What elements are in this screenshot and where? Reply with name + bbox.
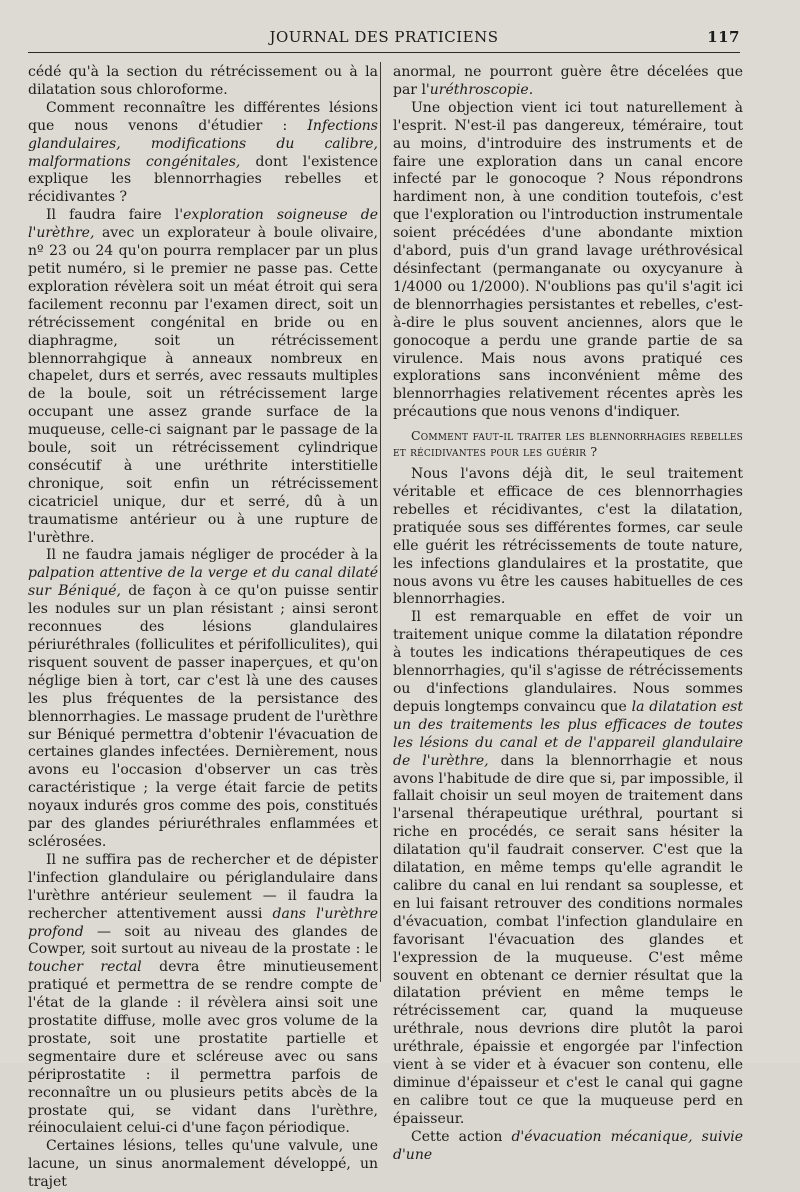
paragraph: Comment reconnaître les différentes lésions que nous venons d'étudier : Infections glandulaires, modifications du calibre, malformations congénitales, dont l'existence explique les blennorrhagies rebelles et récidivantes ? xyxy=(28,99,379,206)
left-column xyxy=(28,64,378,1192)
paragraph: Une objection vient ici tout naturellement à l'esprit. N'est-il pas dangereux, téméraire, tout au moins, d'introduire des instruments et de faire une exploration dans un canal encore infecté par le gonocoque ? Nous répondrons hardiment non, à une condition toutefois, c'est que l'exploration ou l'introduction instrumentale soient précédées d'une abondante mixtion d'abord, puis d'un grand lavage uréthrovésical désinfectant (permanganate ou oxycyanure à 1/4000 ou 1/2000). N'oublions pas qu'il s'agit ici de blennorrhagies persistantes et rebelles, c'est-à-dire le plus souvent anciennes, alors que le gonocoque a perdu une grande partie de sa virulence. Mais nous avons pratiqué ces explorations sans inconvénient même des blennorrhagies relativement récentes après les précautions que nous venons d'indiquer. xyxy=(393,99,743,421)
paragraph: Il faudra faire l'exploration soigneuse de l'urèthre, avec un explorateur à boule olivaire, nº 23 ou 24 qu'on pourra remplacer par un plus petit numéro, si le premier ne passe pas. Cette exploration révèlera soit un méat étroit qui sera facilement reconnu par l'examen direct, soit un rétrécissement congénital en bride ou en diaphragme, soit un rétrécissement blennorrahgique à anneaux nombreux en chapelet, durs et serrés, avec ressauts multiples de la boule, soit un rétrécissement large occupant une assez grande surface de la muqueuse, celle-ci saignant par le passage de la boule, soit un rétrécissement cylindrique consécutif à une uréthrite interstitielle chronique, soit enfin un rétrécissement cicatriciel unique, dur et serré, dû à un traumatisme antérieur ou à une rupture de l'urèthre. xyxy=(28,207,378,546)
right-column xyxy=(393,64,743,1164)
paragraph: Il est remarquable en effet de voir un traitement unique comme la dilatation répondre à toutes les indications thérapeutiques de ces blennorrhagies, qu'il s'agisse de rétrécissements ou d'infections glandulaires. Nous sommes depuis longtemps convaincu que la dilatation est un des traitements les plus efficaces de toutes les lésions du canal et de l'appareil glandulaire de l'urèthre, dans la blennorrhagie et nous avons l'habitude de dire que si, par impossible, il fallait choisir un seul moyen de traitement dans l'arsenal thérapeutique uréthral, pourtant si riche en procédés, ce serait sans hésiter la dilatation qu'il faudrait conserver. C'est que la dilatation, en même temps qu'elle agrandit le calibre du canal en lui rendant sa souplesse, et en lui faisant retrouver des conditions normales d'évacuation, combat l'infection glandulaire en favorisant l'évacuation des glandes et l'expression de la muqueuse. C'est même souvent en obtenant ce dernier résultat que la dilatation prévient en même temps le rétrécissement car, quand la muqueuse uréthrale, nous devrions dire plutôt la paroi uréthrale, épaissie et engorgée par l'infection vient à se vider et à évacuer son contenu, elle diminue d'épaisseur et c'est le canal qui gagne en calibre tout ce que la muqueuse perd en épaisseur. xyxy=(393,609,743,1127)
paragraph: Certaines lésions, telles qu'une valvule, une lacune, un sinus anormalement développé, un trajet xyxy=(28,1138,378,1191)
header-rule xyxy=(28,52,740,53)
paragraph: Cette action d'évacuation mécanique, suivie d'une xyxy=(393,1128,744,1163)
paragraph: cédé qu'à la section du rétrécissement ou à la dilatation sous chloroforme. xyxy=(28,64,378,98)
journal-title: JOURNAL DES PRATICIENS xyxy=(269,28,499,46)
section-heading: Comment faut-il traiter les blennorrhagies rebelles et récidivantes pour les guérir ? xyxy=(393,428,743,460)
paragraph: Il ne faudra jamais négliger de procéder à la palpation attentive de la verge et du canal dilaté sur Béniqué, de façon à ce qu'on puisse sentir les nodules sur un plan résistant ; ainsi seront reconnues des lésions glandulaires périuréthrales (folliculites et périfolliculites), qui risquent souvent de passer inaperçues, et qu'on néglige bien à tort, car c'est là une des causes les plus fréquentes de la persistance des blennorrhagies. Le massage prudent de l'urèthre sur Béniqué permettra d'obtenir l'évacuation de certaines glandes infectées. Dernièrement, nous avons eu l'occasion d'observer un cas très caractéristique ; la verge était farcie de petits noyaux indurés gros comme des pois, constitués par des glandes périuréthrales enflammées et sclérosées. xyxy=(28,547,379,850)
column-divider xyxy=(380,62,381,982)
paragraph: anormal, ne pourront guère être décelées que par l'uréthroscopie. xyxy=(393,64,743,98)
running-header xyxy=(28,26,740,50)
page-number: 117 xyxy=(707,28,740,46)
paragraph: Il ne suffira pas de rechercher et de dépister l'infection glandulaire ou périglandulaire dans l'urèthre antérieur seulement — il faudra la rechercher attentivement aussi dans l'urèthre profond — soit au niveau des glandes de Cowper, soit surtout au niveau de la prostate : le toucher rectal devra être minutieusement pratiqué et permettra de se rendre compte de l'état de la glande : il révèlera ainsi soit une prostatite diffuse, molle avec gros volume de la prostate, soit une prostatite partielle et segmentaire dure et scléreuse avec ou sans périprostatite : il permettra parfois de reconnaître un ou plusieurs petits abcès de la prostate qui, se vidant dans l'urèthre, réinoculaient celui-ci d'une façon périodique. xyxy=(28,851,379,1137)
paragraph: Nous l'avons déjà dit, le seul traitement véritable et efficace de ces blennorrhagies rebelles et récidivantes, c'est la dilatation, pratiquée sous ses différentes formes, car seule elle guérit les rétrécissements de toute nature, les infections glandulaires et la prostatite, que nous avons vu être les causes habituelles de ces blennorrhagies. xyxy=(393,466,743,608)
